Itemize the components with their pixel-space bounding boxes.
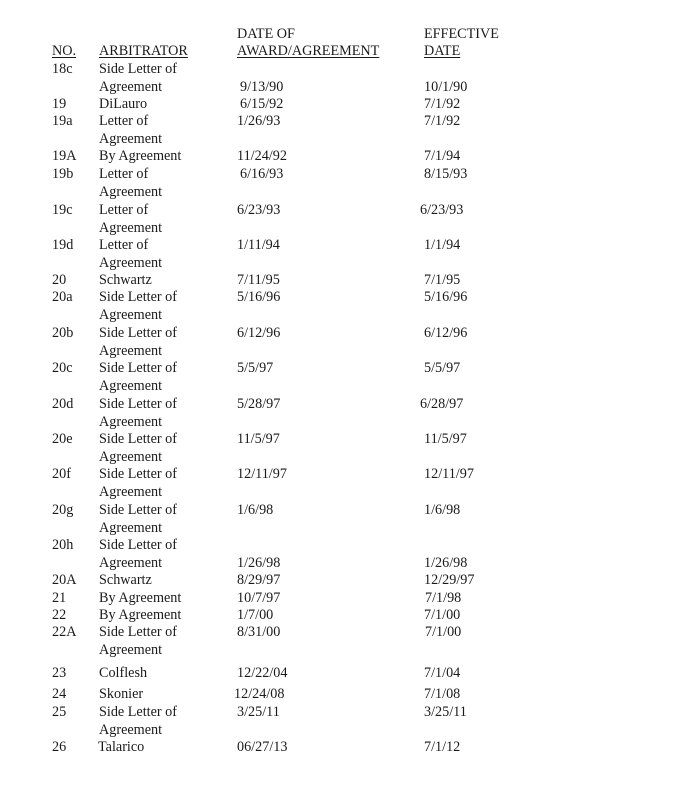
row-effective-date: 7/1/08 (424, 686, 461, 702)
row-effective-date: 12/11/97 (424, 466, 474, 482)
row-arbitrator: Agreement (99, 219, 163, 236)
row-arbitrator: Agreement (99, 183, 163, 200)
row-effective-date: 7/1/98 (425, 590, 462, 606)
row-effective-date: 7/1/95 (424, 272, 461, 288)
row-effective-date: 11/5/97 (424, 431, 467, 447)
row-award-date: 1/26/93 (237, 113, 281, 129)
row-award-date: 8/31/00 (237, 624, 281, 640)
row-number: 20d (52, 396, 74, 412)
row-effective-date: 6/28/97 (420, 396, 464, 412)
row-award-date: 1/11/94 (237, 237, 280, 253)
row-effective-date: 1/6/98 (424, 502, 461, 518)
row-arbitrator: Agreement (99, 448, 163, 465)
row-number: 21 (52, 590, 67, 606)
row-award-date: 9/13/90 (240, 78, 284, 95)
row-number: 19c (52, 202, 73, 218)
row-arbitrator: Agreement (99, 342, 163, 359)
row-effective-date: 5/5/97 (424, 360, 461, 376)
row-award-date: 8/29/97 (237, 572, 281, 588)
row-arbitrator: Letter of (99, 113, 149, 129)
row-arbitrator: Skonier (99, 686, 144, 702)
row-number: 25 (52, 704, 67, 720)
row-arbitrator: Side Letter of (99, 502, 178, 518)
row-award-date: 6/12/96 (237, 325, 281, 341)
row-number: 22 (52, 607, 67, 623)
row-number: 20 (52, 272, 67, 288)
row-arbitrator: Side Letter of (99, 396, 178, 412)
row-award-date: 12/11/97 (237, 466, 287, 482)
row-arbitrator: Schwartz (99, 272, 152, 288)
row-effective-date: 7/1/04 (424, 665, 461, 681)
row-number: 20g (52, 502, 74, 518)
row-award-date: 3/25/11 (237, 704, 280, 720)
row-effective-date: 12/29/97 (424, 572, 475, 588)
row-award-date: 12/22/04 (237, 665, 288, 681)
row-award-date: 1/6/98 (237, 502, 274, 518)
row-arbitrator: Letter of (99, 202, 149, 218)
row-arbitrator: Side Letter of (99, 537, 178, 553)
row-arbitrator: Side Letter of (99, 289, 178, 305)
row-number: 20h (52, 537, 74, 553)
row-arbitrator: Side Letter of (99, 325, 178, 341)
row-award-date: 12/24/08 (234, 686, 285, 702)
row-award-date: 6/15/92 (240, 96, 284, 112)
header-effective-line2: DATE (424, 43, 461, 59)
header-award-line1: DATE OF (237, 26, 295, 42)
row-award-date: 6/16/93 (240, 166, 284, 182)
row-effective-date: 1/1/94 (424, 237, 461, 253)
row-number: 19b (52, 166, 74, 182)
row-arbitrator: Side Letter of (99, 704, 178, 720)
row-arbitrator: Schwartz (99, 572, 152, 588)
row-arbitrator: Letter of (99, 166, 149, 182)
row-arbitrator: Agreement (99, 130, 163, 147)
row-arbitrator: Colflesh (99, 665, 148, 681)
row-number: 19d (52, 237, 74, 253)
row-arbitrator: By Agreement (99, 590, 182, 606)
row-arbitrator: Agreement (99, 721, 163, 738)
row-arbitrator: Side Letter of (99, 624, 178, 640)
row-number: 19 (52, 96, 67, 112)
row-number: 20c (52, 360, 73, 376)
row-arbitrator: Side Letter of (99, 431, 178, 447)
row-effective-date: 3/25/11 (424, 704, 467, 720)
row-award-date: 5/16/96 (237, 289, 281, 305)
row-number: 20A (52, 572, 77, 588)
header-no: NO. (52, 43, 77, 59)
row-award-date: 06/27/13 (237, 739, 288, 755)
row-award-date: 1/7/00 (237, 607, 274, 623)
row-effective-date: 6/23/93 (420, 202, 464, 218)
row-number: 22A (52, 624, 77, 640)
row-award-date: 5/28/97 (237, 396, 281, 412)
row-number: 20a (52, 289, 73, 305)
row-effective-date: 6/12/96 (424, 325, 468, 341)
row-number: 20f (52, 466, 71, 482)
row-arbitrator: Agreement (99, 377, 163, 394)
row-number: 26 (52, 739, 67, 755)
row-arbitrator: Side Letter of (99, 61, 178, 77)
row-effective-date: 7/1/12 (424, 739, 461, 755)
row-effective-date: 1/26/98 (424, 554, 468, 571)
row-arbitrator: Agreement (99, 641, 163, 658)
row-number: 18c (52, 61, 73, 77)
header-arbitrator: ARBITRATOR (99, 43, 188, 59)
row-arbitrator: Side Letter of (99, 466, 178, 482)
row-number: 23 (52, 665, 67, 681)
row-number: 20b (52, 325, 74, 341)
row-award-date: 5/5/97 (237, 360, 274, 376)
row-arbitrator: Agreement (99, 254, 163, 271)
row-effective-date: 7/1/92 (424, 96, 461, 112)
row-award-date: 11/5/97 (237, 431, 280, 447)
row-number: 19a (52, 113, 73, 129)
row-arbitrator: Talarico (98, 739, 145, 755)
header-award-line2: AWARD/AGREEMENT (237, 43, 380, 59)
row-arbitrator: Agreement (99, 413, 163, 430)
row-award-date: 6/23/93 (237, 202, 281, 218)
row-effective-date: 7/1/94 (424, 148, 461, 164)
row-number: 19A (52, 148, 77, 164)
row-effective-date: 10/1/90 (424, 78, 468, 95)
row-award-date: 1/26/98 (237, 554, 281, 571)
header-effective-line1: EFFECTIVE (424, 26, 499, 42)
row-effective-date: 7/1/92 (424, 113, 461, 129)
row-effective-date: 7/1/00 (424, 607, 461, 623)
row-number: 20e (52, 431, 73, 447)
row-arbitrator: Agreement (99, 306, 163, 323)
row-effective-date: 7/1/00 (425, 624, 462, 640)
row-effective-date: 5/16/96 (424, 289, 468, 305)
row-arbitrator: Agreement (99, 554, 163, 571)
row-arbitrator: DiLauro (99, 96, 148, 112)
row-award-date: 11/24/92 (237, 148, 287, 164)
row-arbitrator: Letter of (99, 237, 149, 253)
row-award-date: 10/7/97 (237, 590, 281, 606)
row-award-date: 7/11/95 (237, 272, 280, 288)
row-arbitrator: Agreement (99, 483, 163, 500)
row-arbitrator: Side Letter of (99, 360, 178, 376)
row-arbitrator: By Agreement (99, 148, 182, 164)
row-arbitrator: By Agreement (99, 607, 182, 623)
row-number: 24 (52, 686, 67, 702)
row-arbitrator: Agreement (99, 78, 163, 95)
row-arbitrator: Agreement (99, 519, 163, 536)
row-effective-date: 8/15/93 (424, 166, 468, 182)
